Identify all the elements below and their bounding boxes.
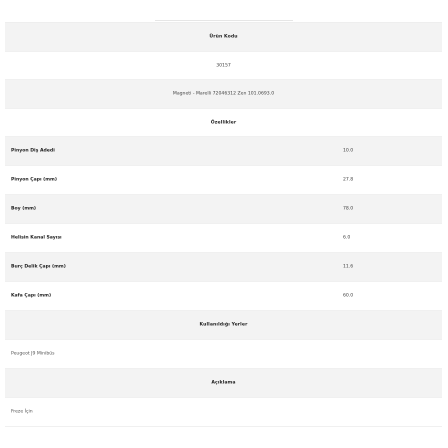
spec-value: 10.0 — [343, 148, 354, 154]
spec-label: Pinyon Diş Adedi — [11, 148, 55, 154]
spec-row — [5, 253, 442, 282]
spec-row — [5, 166, 442, 195]
spec-value: 11.6 — [343, 264, 354, 270]
spec-value: 78.0 — [343, 206, 354, 212]
product-reference-row — [5, 80, 442, 109]
usage-text: Peugeot J9 Minibüs — [11, 351, 55, 357]
product-code-row — [5, 52, 442, 80]
section-title: Özellikler — [210, 120, 237, 125]
section-title: Açıklama — [211, 380, 236, 386]
spec-row — [5, 224, 442, 253]
description-row — [5, 398, 442, 427]
description-text: Freze İçin — [11, 409, 33, 415]
spec-label: Burç Delik Çapı (mm) — [11, 264, 66, 270]
section-header-usage — [5, 311, 442, 340]
section-title: Kullanıldığı Yerler — [199, 322, 248, 328]
top-divider — [155, 20, 293, 21]
spec-row — [5, 195, 442, 224]
spec-row — [5, 282, 442, 311]
spec-value: 27.8 — [343, 177, 354, 183]
section-header-features — [5, 109, 442, 137]
spec-label: Kafa Çapı (mm) — [11, 293, 52, 299]
product-code-value: 30157 — [216, 63, 231, 68]
spec-table — [5, 22, 442, 427]
product-reference-value: Magneti - Marelli 72046312 Zen 101.0693.0 — [172, 91, 275, 97]
spec-label: Pinyon Çapı (mm) — [11, 177, 57, 183]
spec-row — [5, 137, 442, 166]
section-header-product-code — [5, 23, 442, 52]
usage-row — [5, 340, 442, 369]
spec-label: Helisin Kanal Sayısı — [11, 235, 62, 241]
section-header-description — [5, 369, 442, 398]
section-title: Ürün Kodu — [209, 34, 238, 40]
spec-label: Boy (mm) — [11, 206, 37, 212]
spec-value: 6.0 — [343, 235, 351, 241]
spec-value: 60.0 — [343, 293, 354, 299]
